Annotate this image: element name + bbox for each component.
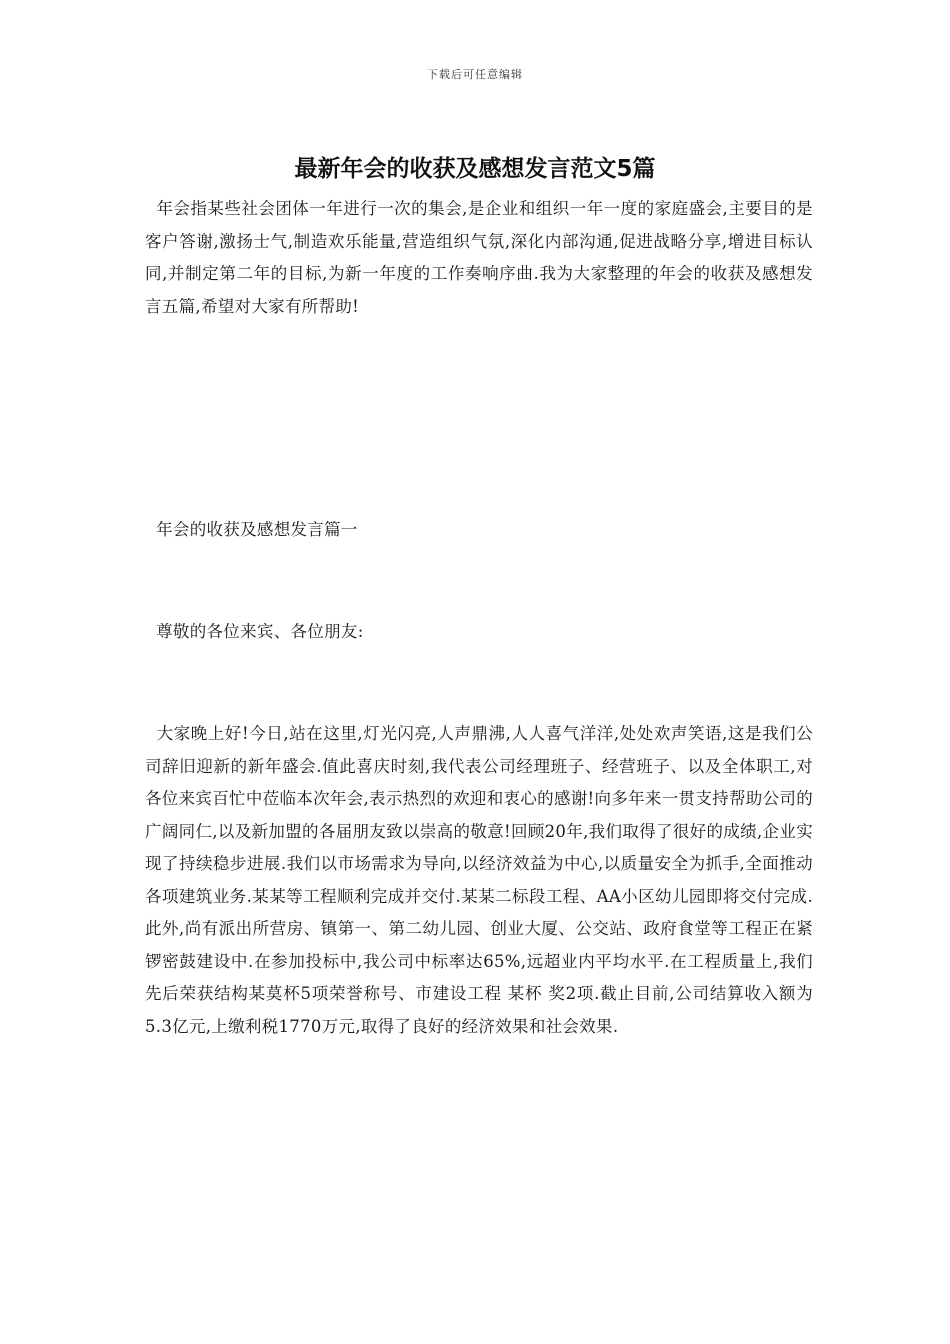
section-heading: 年会的收获及感想发言篇一: [145, 520, 358, 539]
document-title: 最新年会的收获及感想发言范文5篇: [294, 156, 656, 182]
intro-paragraph: 年会指某些社会团体一年进行一次的集会,是企业和组织一年一度的家庭盛会,主要目的是客户答谢,激扬士气,制造欢乐能量,营造组织气氛,深化内部沟通,促进战略分享,增进目标认同,并制定第二年的目标,为新一年度的工作奏响序曲.我为大家整理的年会的收获及感想发言五篇,希望对大家有所帮助!: [145, 199, 813, 316]
body-paragraph: 大家晚上好!今日,站在这里,灯光闪亮,人声鼎沸,人人喜气洋洋,处处欢声笑语,这是我们公司辞旧迎新的新年盛会.值此喜庆时刻,我代表公司经理班子、经营班子、以及全体职工,对各位来宾百忙中莅临本次年会,表示热烈的欢迎和衷心的感谢!向多年来一贯支持帮助公司的广阔同仁,以及新加盟的各届朋友致以崇高的敬意!回顾20年,我们取得了很好的成绩,企业实现了持续稳步进展.我们以市场需求为导向,以经济效益为中心,以质量安全为抓手,全面推动各项建筑业务.某某等工程顺利完成并交付.某某二标段工程、AA小区幼儿园即将交付完成.此外,尚有派出所营房、镇第一、第二幼儿园、创业大厦、公交站、政府食堂等工程正在紧锣密鼓建设中.在参加投标中,我公司中标率达65%,远超业内平均水平.在工程质量上,我们先后荣获结构某莫杯5项荣誉称号、市建设工程 某杯 奖2项.截止目前,公司结算收入额为5.3亿元,上缴利税1770万元,取得了良好的经济效果和社会效果.: [145, 724, 814, 1036]
header-note: 下载后可任意编辑: [427, 68, 523, 81]
greeting-paragraph: 尊敬的各位来宾、各位朋友:: [145, 622, 364, 641]
